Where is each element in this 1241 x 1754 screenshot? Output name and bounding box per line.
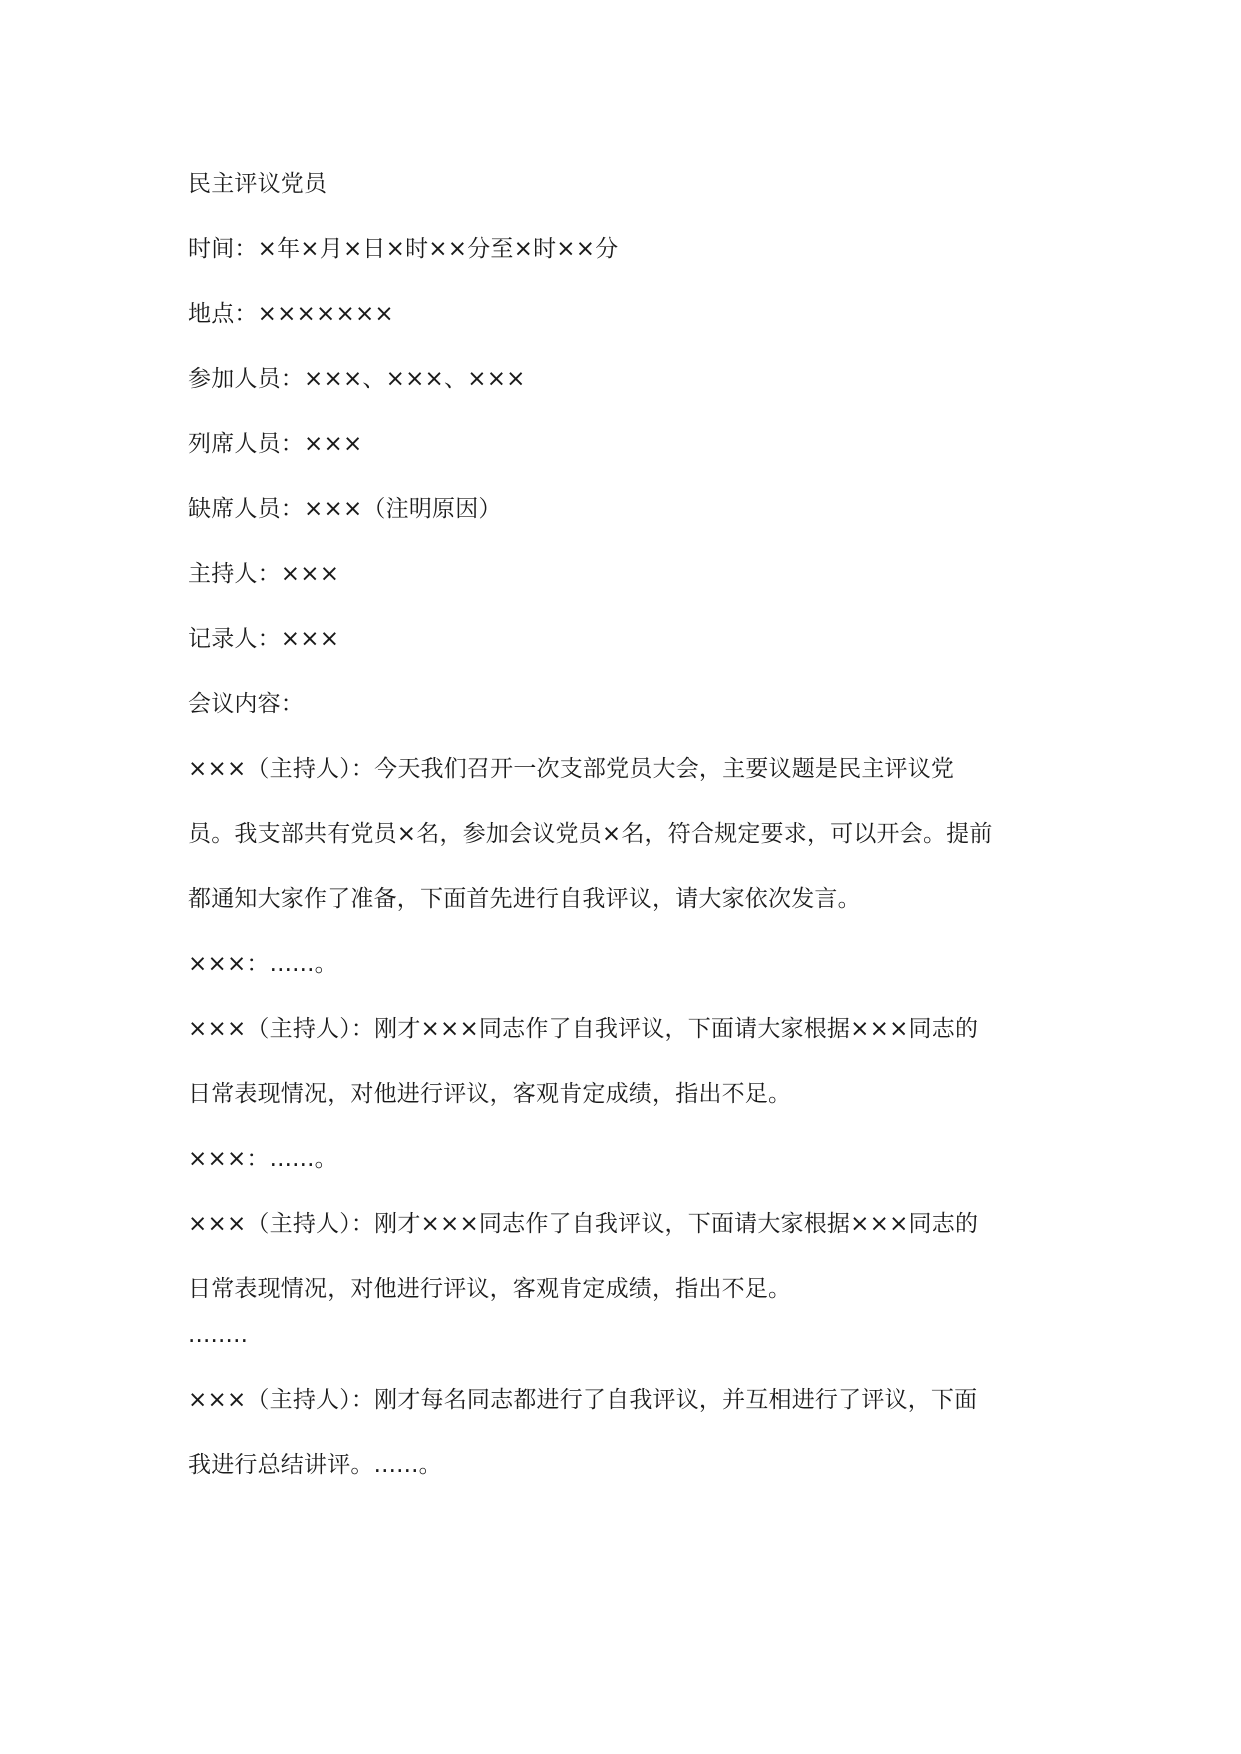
paragraph-line: 日常表现情况，对他进行评议，客观肯定成绩，指出不足。 [188, 1081, 792, 1107]
meeting-observers: 列席人员：××× [188, 431, 363, 457]
paragraph-line: ×××（主持人）：刚才每名同志都进行了自我评议，并互相进行了评议，下面 [188, 1387, 978, 1413]
paragraph-line: 日常表现情况，对他进行评议，客观肯定成绩，指出不足。 [188, 1276, 792, 1302]
content-label: 会议内容： [188, 691, 304, 717]
paragraph-line: ×××：......。 [188, 951, 338, 977]
paragraph-line: ×××（主持人）：今天我们召开一次支部党员大会，主要议题是民主评议党 [188, 756, 955, 782]
meeting-absentees: 缺席人员：×××（注明原因） [188, 496, 502, 522]
paragraph-line: ×××：......。 [188, 1146, 338, 1172]
meeting-time: 时间：×年×月×日×时××分至×时××分 [188, 236, 619, 262]
paragraph-line: ×××（主持人）：刚才×××同志作了自我评议，下面请大家根据×××同志的 [188, 1016, 979, 1042]
meeting-host: 主持人：××× [188, 561, 340, 587]
document-body [188, 164, 1068, 1510]
paragraph-line: 我进行总结讲评。......。 [188, 1452, 442, 1478]
paragraph-line: 员。我支部共有党员×名，参加会议党员×名，符合规定要求，可以开会。提前 [188, 821, 993, 847]
document-title: 民主评议党员 [188, 171, 328, 197]
meeting-recorder: 记录人：××× [188, 626, 340, 652]
paragraph-line: ........ [188, 1322, 249, 1348]
meeting-place: 地点：××××××× [188, 301, 394, 327]
paragraph-line: ×××（主持人）：刚才×××同志作了自我评议，下面请大家根据×××同志的 [188, 1211, 979, 1237]
paragraph-line: 都通知大家作了准备，下面首先进行自我评议，请大家依次发言。 [188, 886, 861, 912]
meeting-attendees: 参加人员：×××、×××、××× [188, 366, 526, 392]
